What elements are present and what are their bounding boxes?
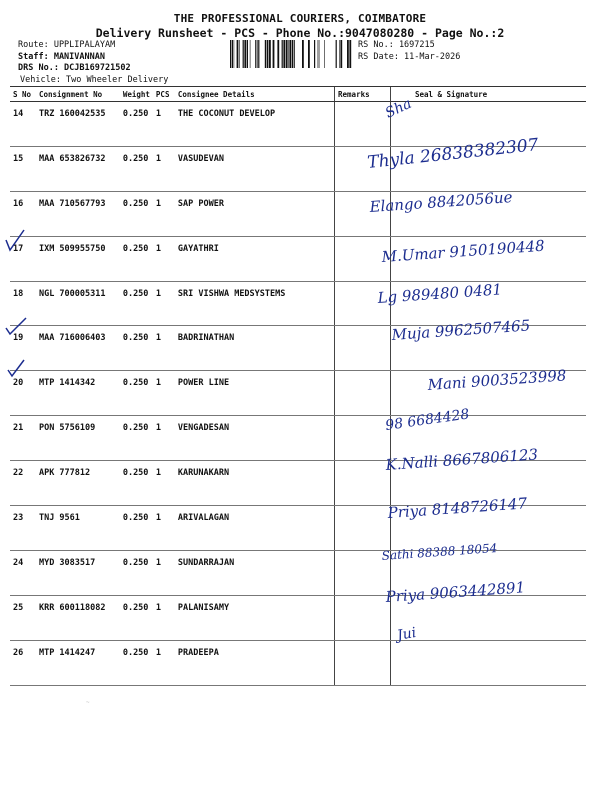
remarks-cell (335, 416, 391, 461)
table-row (10, 416, 586, 461)
sno-cell: 25 (10, 595, 36, 640)
sno-cell: 26 (10, 640, 36, 685)
sno-cell: 14 (10, 102, 36, 147)
weight-cell: 0.250 (120, 102, 153, 147)
weight-cell: 0.250 (120, 326, 153, 371)
consignment-cell: APK 777812 (36, 461, 120, 506)
sno-cell: 21 (10, 416, 36, 461)
pcs-cell: 1 (153, 102, 175, 147)
consignee-cell: BADRINATHAN (175, 326, 335, 371)
signature-18: Lg 989480 0481 (377, 280, 503, 307)
barcode (230, 40, 352, 68)
route-text: Route: UPPLIPALAYAM (18, 40, 116, 50)
signature-16: Elango 8842056ue (369, 188, 514, 216)
table-header-row (10, 87, 586, 102)
signature-25: Priya 9063442891 (385, 578, 526, 606)
consignee-cell: ARIVALAGAN (175, 506, 335, 551)
table-row (10, 281, 586, 326)
consignment-cell: IXM 509955750 (36, 236, 120, 281)
table-row (10, 371, 586, 416)
table-row (10, 640, 586, 685)
signature-cell (390, 595, 586, 640)
signature-cell (390, 281, 586, 326)
table-row (10, 236, 586, 281)
sno-cell: 19 (10, 326, 36, 371)
consignee-cell: THE COCONUT DEVELOP (175, 102, 335, 147)
consignee-cell: VASUDEVAN (175, 146, 335, 191)
table-row (10, 191, 586, 236)
signature-cell (390, 550, 586, 595)
runsheet-subtitle: Delivery Runsheet - PCS - Phone No.:9047080280 - Page No.:2 (95, 26, 505, 40)
pcs-cell: 1 (153, 326, 175, 371)
signature-22: K.Nalli 8667806123 (385, 445, 539, 474)
meta-left (18, 40, 131, 75)
col-consignment: Consignment No (36, 87, 120, 102)
table-row (10, 506, 586, 551)
consignee-cell: PRADEEPA (175, 640, 335, 685)
sno-cell: 24 (10, 550, 36, 595)
consignment-cell: PON 5756109 (36, 416, 120, 461)
pcs-cell: 1 (153, 640, 175, 685)
weight-cell: 0.250 (120, 281, 153, 326)
col-sno: S No (10, 87, 36, 102)
signature-24: Sathi 88388 18054 (381, 540, 498, 563)
pcs-cell: 1 (153, 506, 175, 551)
consignment-cell: MTP 1414342 (36, 371, 120, 416)
signature-19: Muja 9962507465 (391, 316, 531, 344)
table-row (10, 326, 586, 371)
signature-cell (390, 371, 586, 416)
col-remarks: Remarks (335, 87, 391, 102)
consignee-cell: PALANISAMY (175, 595, 335, 640)
weight-cell: 0.250 (120, 416, 153, 461)
weight-cell: 0.250 (120, 595, 153, 640)
sno-cell: 15 (10, 146, 36, 191)
weight-cell: 0.250 (120, 191, 153, 236)
weight-cell: 0.250 (120, 146, 153, 191)
pcs-cell: 1 (153, 461, 175, 506)
signature-cell (390, 506, 586, 551)
remarks-cell (335, 281, 391, 326)
consignee-cell: KARUNAKARN (175, 461, 335, 506)
signature-cell (390, 416, 586, 461)
remarks-cell (335, 595, 391, 640)
col-weight: Weight (120, 87, 153, 102)
rs-date: RS Date: 11-Mar-2026 (358, 51, 461, 62)
signature-23: Priya 8148726147 (387, 494, 528, 522)
sno-cell: 23 (10, 506, 36, 551)
consignee-cell: SAP POWER (175, 191, 335, 236)
weight-cell: 0.250 (120, 506, 153, 551)
table-row (10, 550, 586, 595)
signature-cell (390, 191, 586, 236)
consignee-cell: GAYATHRI (175, 236, 335, 281)
signature-21: 98 6684428 (384, 406, 471, 434)
signature-cell (390, 640, 586, 685)
sno-cell: 17 (10, 236, 36, 281)
sno-cell: 22 (10, 461, 36, 506)
weight-cell: 0.250 (120, 550, 153, 595)
meta-right (358, 40, 460, 63)
pcs-cell: 1 (153, 146, 175, 191)
consignee-cell: SUNDARRAJAN (175, 550, 335, 595)
runsheet-table (10, 86, 586, 686)
weight-cell: 0.250 (120, 236, 153, 281)
remarks-cell (335, 102, 391, 147)
sno-cell: 16 (10, 191, 36, 236)
table-row (10, 595, 586, 640)
company-title: THE PROFESSIONAL COURIERS, COIMBATORE (173, 12, 427, 25)
consignment-cell: MYD 3083517 (36, 550, 120, 595)
consignment-cell: MTP 1414247 (36, 640, 120, 685)
signature-14: Sha (382, 95, 415, 122)
pcs-cell: 1 (153, 595, 175, 640)
remarks-cell (335, 326, 391, 371)
pcs-cell: 1 (153, 191, 175, 236)
consignment-cell: MAA 653826732 (36, 146, 120, 191)
weight-cell: 0.250 (120, 640, 153, 685)
signature-26: Jui (395, 624, 418, 644)
remarks-cell (335, 191, 391, 236)
vehicle-text: Vehicle: Two Wheeler Delivery (20, 75, 169, 85)
consignee-cell: VENGADESAN (175, 416, 335, 461)
staff-text: Staff: MANIVANNAN (18, 51, 105, 62)
sno-cell: 18 (10, 281, 36, 326)
pcs-cell: 1 (153, 550, 175, 595)
remarks-cell (335, 236, 391, 281)
consignment-cell: TRZ 160042535 (36, 102, 120, 147)
consignment-cell: TNJ 9561 (36, 506, 120, 551)
signature-cell (390, 146, 586, 191)
remarks-cell (335, 640, 391, 685)
consignment-cell: KRR 600118082 (36, 595, 120, 640)
pcs-cell: 1 (153, 236, 175, 281)
pcs-cell: 1 (153, 281, 175, 326)
drs-text: DRS No.: DCJB169721502 (18, 63, 131, 73)
signature-20: Mani 9003523998 (427, 366, 567, 394)
sno-cell: 20 (10, 371, 36, 416)
col-signature: Seal & Signature (390, 87, 586, 102)
rs-number: RS No.: 1697215 (358, 40, 435, 50)
signature-cell (390, 102, 586, 147)
signature-cell (390, 461, 586, 506)
weight-cell: 0.250 (120, 461, 153, 506)
consignment-cell: MAA 710567793 (36, 191, 120, 236)
signature-cell (390, 326, 586, 371)
remarks-cell (335, 461, 391, 506)
consignee-cell: SRI VISHWA MEDSYSTEMS (175, 281, 335, 326)
col-consignee: Consignee Details (175, 87, 335, 102)
consignment-cell: MAA 716006403 (36, 326, 120, 371)
consignee-cell: POWER LINE (175, 371, 335, 416)
consignment-cell: NGL 700005311 (36, 281, 120, 326)
signature-cell (390, 236, 586, 281)
remarks-cell (335, 506, 391, 551)
signature-15: Thyla 26838382307 (366, 135, 540, 173)
col-pcs: PCS (153, 87, 175, 102)
signature-17: M.Umar 9150190448 (381, 236, 546, 266)
remarks-cell (335, 371, 391, 416)
pcs-cell: 1 (153, 371, 175, 416)
pcs-cell: 1 (153, 416, 175, 461)
table-row (10, 102, 586, 147)
faint-mark: ~ (86, 700, 90, 706)
weight-cell: 0.250 (120, 371, 153, 416)
remarks-cell (335, 146, 391, 191)
remarks-cell (335, 550, 391, 595)
table-row (10, 461, 586, 506)
table-row (10, 146, 586, 191)
